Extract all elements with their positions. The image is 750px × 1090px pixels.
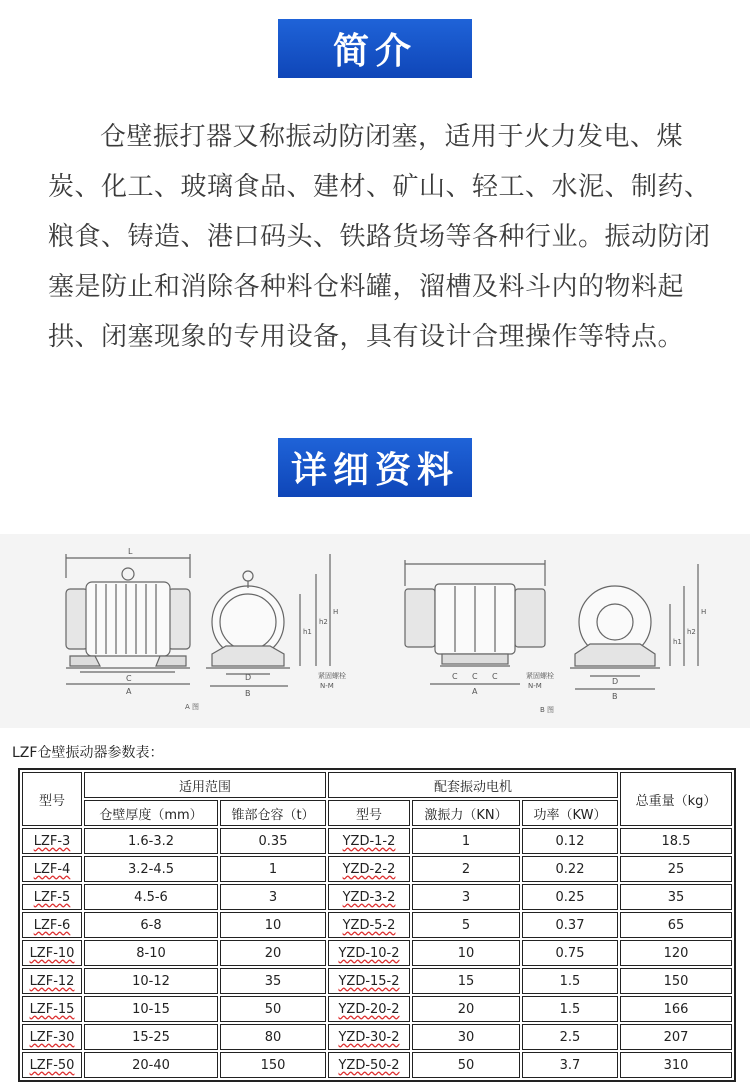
header-cone-volume: 锥部仓容（t） — [220, 800, 326, 826]
dim-label-D-b: D — [612, 677, 619, 686]
cell-power: 0.37 — [522, 912, 618, 938]
cell-wall-thickness: 10-12 — [84, 968, 218, 994]
header-weight: 总重量（kg） — [620, 772, 732, 826]
cell-power: 2.5 — [522, 1024, 618, 1050]
header-range-group: 适用范围 — [84, 772, 326, 798]
table-row — [22, 1052, 732, 1078]
cell-weight: 18.5 — [620, 828, 732, 854]
cell-motor-model: YZD-30-2 — [328, 1024, 410, 1050]
cell-cone-volume: 20 — [220, 940, 326, 966]
cell-wall-thickness: 6-8 — [84, 912, 218, 938]
table-row — [22, 968, 732, 994]
header-power: 功率（KW） — [522, 800, 618, 826]
table-row — [22, 856, 732, 882]
dim-label-A: A — [126, 687, 132, 696]
cell-model: LZF-5 — [22, 884, 82, 910]
dim-label-C-b2: C — [472, 672, 478, 681]
bolt-label-b: 紧固螺栓 — [526, 672, 554, 680]
cell-wall-thickness: 3.2-4.5 — [84, 856, 218, 882]
header-wall-thickness: 仓壁厚度（mm） — [84, 800, 218, 826]
table-row — [22, 912, 732, 938]
cell-weight: 25 — [620, 856, 732, 882]
cell-motor-model: YZD-3-2 — [328, 884, 410, 910]
cell-weight: 120 — [620, 940, 732, 966]
cell-force: 15 — [412, 968, 520, 994]
cell-force: 50 — [412, 1052, 520, 1078]
intro-banner: 简介 — [278, 19, 472, 78]
dim-label-C: C — [126, 674, 132, 683]
cell-weight: 150 — [620, 968, 732, 994]
cell-motor-model: YZD-5-2 — [328, 912, 410, 938]
cell-cone-volume: 0.35 — [220, 828, 326, 854]
cell-weight: 207 — [620, 1024, 732, 1050]
cell-motor-model: YZD-2-2 — [328, 856, 410, 882]
cell-weight: 65 — [620, 912, 732, 938]
dim-label-A-b: A — [472, 687, 478, 696]
table-row — [22, 884, 732, 910]
detail-banner: 详细资料 — [278, 438, 472, 497]
cell-force: 3 — [412, 884, 520, 910]
dim-label-H: H — [333, 608, 339, 616]
cell-force: 2 — [412, 856, 520, 882]
cell-force: 10 — [412, 940, 520, 966]
cell-model: LZF-30 — [22, 1024, 82, 1050]
dim-label-B-b: B — [612, 692, 618, 701]
cell-model: LZF-4 — [22, 856, 82, 882]
cell-force: 20 — [412, 996, 520, 1022]
table-caption: LZF仓壁振动器参数表： — [12, 745, 164, 761]
cell-wall-thickness: 8-10 — [84, 940, 218, 966]
cell-model: LZF-12 — [22, 968, 82, 994]
dim-label-h1: h1 — [303, 628, 312, 636]
header-force: 激振力（KN） — [412, 800, 520, 826]
spec-table — [18, 768, 736, 1082]
dimension-drawings-svg — [0, 534, 750, 728]
cell-power: 0.75 — [522, 940, 618, 966]
cell-power: 1.5 — [522, 968, 618, 994]
cell-cone-volume: 35 — [220, 968, 326, 994]
cell-wall-thickness: 20-40 — [84, 1052, 218, 1078]
cell-cone-volume: 3 — [220, 884, 326, 910]
dim-label-C-b1: C — [452, 672, 458, 681]
bolt-spec-a: N-M — [320, 682, 334, 690]
dim-label-D: D — [245, 673, 252, 682]
bolt-spec-b: N-M — [528, 682, 542, 690]
cell-wall-thickness: 4.5-6 — [84, 884, 218, 910]
cell-power: 0.12 — [522, 828, 618, 854]
cell-model: LZF-15 — [22, 996, 82, 1022]
table-row — [22, 996, 732, 1022]
cell-cone-volume: 150 — [220, 1052, 326, 1078]
cell-cone-volume: 10 — [220, 912, 326, 938]
table-row — [22, 828, 732, 854]
cell-force: 5 — [412, 912, 520, 938]
cell-power: 1.5 — [522, 996, 618, 1022]
cell-model: LZF-50 — [22, 1052, 82, 1078]
cell-weight: 310 — [620, 1052, 732, 1078]
cell-motor-model: YZD-15-2 — [328, 968, 410, 994]
cell-motor-model: YZD-1-2 — [328, 828, 410, 854]
table-row — [22, 1024, 732, 1050]
cell-power: 0.25 — [522, 884, 618, 910]
cell-model: LZF-6 — [22, 912, 82, 938]
dim-label-L: L — [128, 547, 133, 556]
fig-b-side-view — [405, 560, 554, 714]
cell-cone-volume: 1 — [220, 856, 326, 882]
fig-a-front-view — [206, 554, 346, 698]
fig-a-side-view — [66, 547, 199, 711]
dimension-drawings — [0, 534, 750, 728]
dim-label-h2-b: h2 — [687, 628, 696, 636]
header-model: 型号 — [22, 772, 82, 826]
cell-cone-volume: 80 — [220, 1024, 326, 1050]
dim-label-H-b: H — [701, 608, 707, 616]
fig-b-label: B 图 — [540, 706, 555, 714]
dim-label-C-b3: C — [492, 672, 498, 681]
cell-power: 0.22 — [522, 856, 618, 882]
cell-motor-model: YZD-50-2 — [328, 1052, 410, 1078]
fig-b-front-view — [570, 564, 706, 701]
table-row — [22, 940, 732, 966]
header-motor-model: 型号 — [328, 800, 410, 826]
dim-label-B: B — [245, 689, 251, 698]
dim-label-h1-b: h1 — [673, 638, 682, 646]
fig-a-label: A 图 — [185, 703, 200, 711]
cell-wall-thickness: 15-25 — [84, 1024, 218, 1050]
cell-force: 30 — [412, 1024, 520, 1050]
cell-cone-volume: 50 — [220, 996, 326, 1022]
cell-weight: 35 — [620, 884, 732, 910]
cell-model: LZF-3 — [22, 828, 82, 854]
dim-label-h2: h2 — [319, 618, 328, 626]
cell-motor-model: YZD-10-2 — [328, 940, 410, 966]
cell-model: LZF-10 — [22, 940, 82, 966]
cell-wall-thickness: 10-15 — [84, 996, 218, 1022]
header-motor-group: 配套振动电机 — [328, 772, 618, 798]
cell-weight: 166 — [620, 996, 732, 1022]
bolt-label-a: 紧固螺栓 — [318, 672, 346, 680]
cell-force: 1 — [412, 828, 520, 854]
cell-power: 3.7 — [522, 1052, 618, 1078]
cell-motor-model: YZD-20-2 — [328, 996, 410, 1022]
spec-table-body — [22, 828, 732, 1078]
cell-wall-thickness: 1.6-3.2 — [84, 828, 218, 854]
intro-paragraph: 仓壁振打器又称振动防闭塞，适用于火力发电、煤炭、化工、玻璃食品、建材、矿山、轻工、水泥、制药、粮食、铸造、港口码头、铁路货场等各种行业。振动防闭塞是防止和消除各种料仓料罐，溜槽及料斗内的物料起拱、闭塞现象的专用设备，具有设计合理操作等特点。 — [48, 122, 711, 352]
